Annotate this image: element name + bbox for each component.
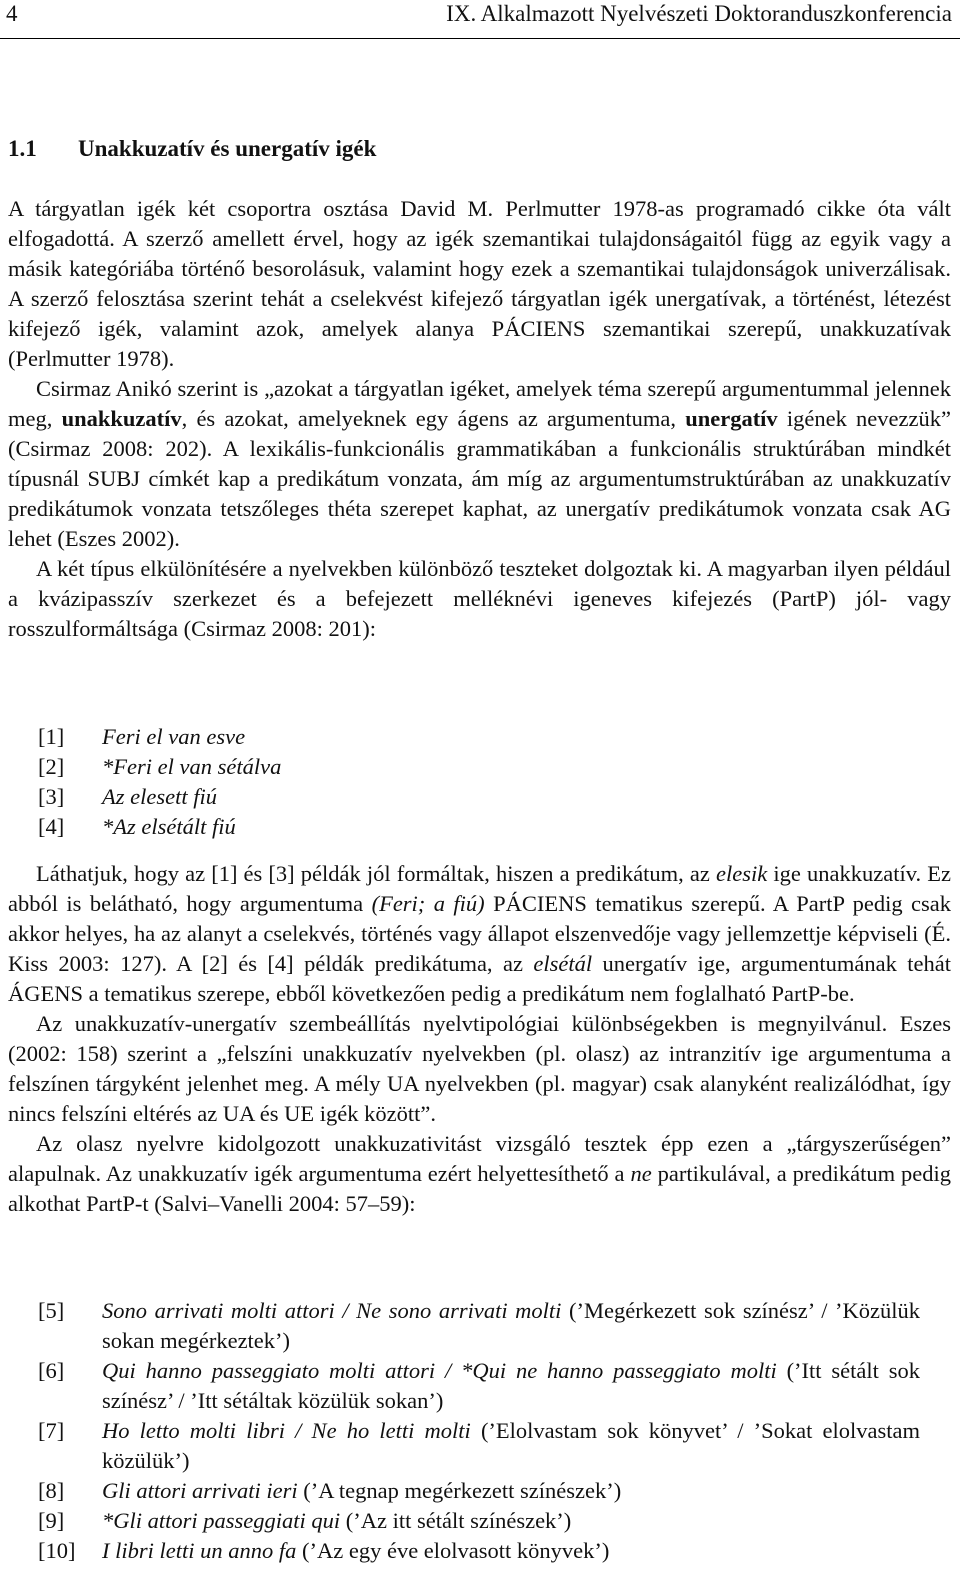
- section-number: 1.1: [8, 136, 37, 161]
- paragraph-2: [8, 374, 951, 554]
- example-italian: I libri letti un anno fa: [102, 1538, 297, 1563]
- example-gloss: (’A tegnap megérkezett színészek’): [297, 1478, 622, 1503]
- term-elesik: elesik: [716, 861, 768, 886]
- example-gloss: (’Itt sétált sok színész’ / ’Itt sétáltak közülük sokan’): [102, 1358, 920, 1413]
- example-item: [0, 782, 960, 812]
- example-gloss: (’Az itt sétált színészek’): [340, 1508, 572, 1533]
- example-number: [3]: [38, 784, 65, 809]
- example-list-2: [0, 1296, 960, 1566]
- paragraph-1: A tárgyatlan igék két csoportra osztása David M. Perlmutter 1978-as programadó cikke óta vált elfogadottá. A szerző amellett érvel, hogy az igék szemantikai tulajdonságaitól függ az egyik vagy a másik kategóriába történő besorolásuk, valamint hogy ezek a szemantikai tulajdonságok univerzálisak. A szerző felosztása szerint tehát a cselekvést kifejező tárgyatlan igék unergatívak, a történést, létezést kifejező igék, valamint azok, amelyek alanya PÁCIENS szemantikai szerepű, unakkuzatívak (Perlmutter 1978).: [8, 196, 951, 371]
- term-ne: ne: [630, 1161, 652, 1186]
- example-list-1: [0, 722, 960, 842]
- running-title: IX. Alkalmazott Nyelvészeti Doktoranduszkonferencia: [446, 1, 952, 26]
- example-item: [0, 812, 960, 842]
- example-number: [10]: [38, 1538, 76, 1563]
- example-italian: Ho letto molti libri / Ne ho letti molti: [102, 1418, 471, 1443]
- paragraph-6-text-b: partikulával, a predikátum pedig alkothat PartP-t (Salvi–Vanelli 2004: 57–59):: [8, 1161, 952, 1216]
- example-item: [0, 1296, 960, 1356]
- paragraph-5: Az unakkuzatív-unergatív szembeállítás nyelvtipológiai különbségekben is megnyilvánul. Eszes (2002: 158) szerint a „felszíni unakkuzatív nyelvekben (pl. olasz) az intranzitív ige argumentuma a felszínen tárgyként jelenhet meg. A mély UA nyelvekben (pl. magyar) csak alanyként realizálódhat, így nincs felszíni eltérés az UA és UE igék között”.: [8, 1011, 951, 1126]
- example-gloss: (’Az egy éve elolvasott könyvek’): [296, 1538, 610, 1563]
- example-item: [0, 752, 960, 782]
- paragraph-2-text-a: Csirmaz Anikó szerint is „azokat a tárgyatlan igéket, amelyek téma szerepű argumentummal jelennek meg,: [8, 376, 951, 431]
- term-unergativ: unergatív: [685, 406, 778, 431]
- example-number: [2]: [38, 754, 65, 779]
- example-text: [102, 1536, 920, 1566]
- paragraph-2-text-c: igének nevezzük” (Csirmaz 2008: 202). A lexikális-funkcionális grammatikában a funkcionális struktúrában mindkét típusnál SUBJ címkét kap a predikátum vonzata, ám míg az argumentumstruktúrában az unakkuzatív predikátumok vonzata tetszőleges théta szerepet kaphat, az unergatív predikátumok vonzata csak AG lehet (Eszes 2002).: [8, 406, 951, 551]
- section-title: Unakkuzatív és unergatív igék: [78, 136, 377, 161]
- paragraph-4-text-d: unergatív ige, argumentumának tehát ÁGENS a tematikus szerepe, ebből következően pedig a predikátum nem foglalható PartP-be.: [8, 951, 952, 1006]
- page-number: 4: [6, 1, 18, 26]
- body-text-1: [8, 194, 951, 644]
- example-number: [7]: [38, 1418, 65, 1443]
- example-number: [5]: [38, 1298, 65, 1323]
- example-item: [0, 1536, 960, 1566]
- example-text: [102, 1356, 920, 1416]
- paragraph-3: A két típus elkülönítésére a nyelvekben különböző teszteket dolgoztak ki. A magyarban ilyen például a kvázipasszív szerkezet és a befejezett melléknévi igeneves kifejezés (PartP) jól- vagy rosszulformáltsága (Csirmaz 2008: 201):: [8, 556, 951, 641]
- body-text-2: [8, 859, 951, 1219]
- example-text: *Az elsétált fiú: [102, 814, 236, 839]
- paragraph-6-text-a: Az olasz nyelvre kidolgozott unakkuzativitást vizsgáló tesztek épp ezen a „tárgyszerűségen” alapulnak. Az unakkuzatív igék argumentuma ezért helyettesíthető a: [8, 1131, 951, 1186]
- example-number: [4]: [38, 814, 65, 839]
- paragraph-6: [8, 1129, 951, 1219]
- example-item: [0, 1506, 960, 1536]
- example-number: [1]: [38, 724, 65, 749]
- example-text: [102, 1506, 920, 1536]
- example-item: [0, 722, 960, 752]
- example-italian: *Gli attori passeggiati qui: [102, 1508, 341, 1533]
- example-number: [9]: [38, 1508, 65, 1533]
- paragraph-2-text-b: , és azokat, amelyeknek egy ágens az argumentuma,: [181, 406, 686, 431]
- example-italian: Qui hanno passeggiato molti attori / *Qui ne hanno passeggiato molti: [102, 1358, 777, 1383]
- example-gloss: (’Megérkezett sok színész’ / ’Közülük sokan megérkeztek’): [102, 1298, 920, 1353]
- example-item: [0, 1416, 960, 1476]
- example-italian: Sono arrivati molti attori / Ne sono arrivati molti: [102, 1298, 562, 1323]
- example-text: Feri el van esve: [102, 724, 246, 749]
- paragraph-4-text-c: PÁCIENS tematikus szerepű. A PartP pedig csak akkor helyes, ha az alanyt a cselekvés, történés vagy állapot elszenvedője vagy jellemzettje képviseli (É. Kiss 2003: 127). A [2] és [4] példák predikátuma, az: [8, 891, 951, 976]
- example-text: Az elesett fiú: [102, 784, 217, 809]
- example-gloss: (’Elolvastam sok könyvet’ / ’Sokat elolvastam közülük’): [102, 1418, 920, 1473]
- paragraph-4: [8, 859, 951, 1009]
- example-number: [6]: [38, 1358, 65, 1383]
- example-text: [102, 1476, 920, 1506]
- example-italian: Gli attori arrivati ieri: [102, 1478, 298, 1503]
- term-unakkuzativ: unakkuzatív: [61, 406, 182, 431]
- example-text: [102, 1416, 920, 1476]
- example-item: [0, 1356, 960, 1416]
- example-number: [8]: [38, 1478, 65, 1503]
- term-feri-a-fiu: (Feri; a fiú): [371, 891, 485, 916]
- example-item: [0, 1476, 960, 1506]
- example-text: [102, 1296, 920, 1356]
- paragraph-4-text-b: ige unakkuzatív. Ez abból is belátható, hogy argumentuma: [8, 861, 951, 916]
- term-elsetal: elsétál: [533, 951, 593, 976]
- page-header: [0, 0, 960, 39]
- example-text: *Feri el van sétálva: [102, 754, 282, 779]
- section-heading: [8, 136, 376, 162]
- paragraph-4-text-a: Láthatjuk, hogy az [1] és [3] példák jól formáltak, hiszen a predikátum, az: [36, 861, 717, 886]
